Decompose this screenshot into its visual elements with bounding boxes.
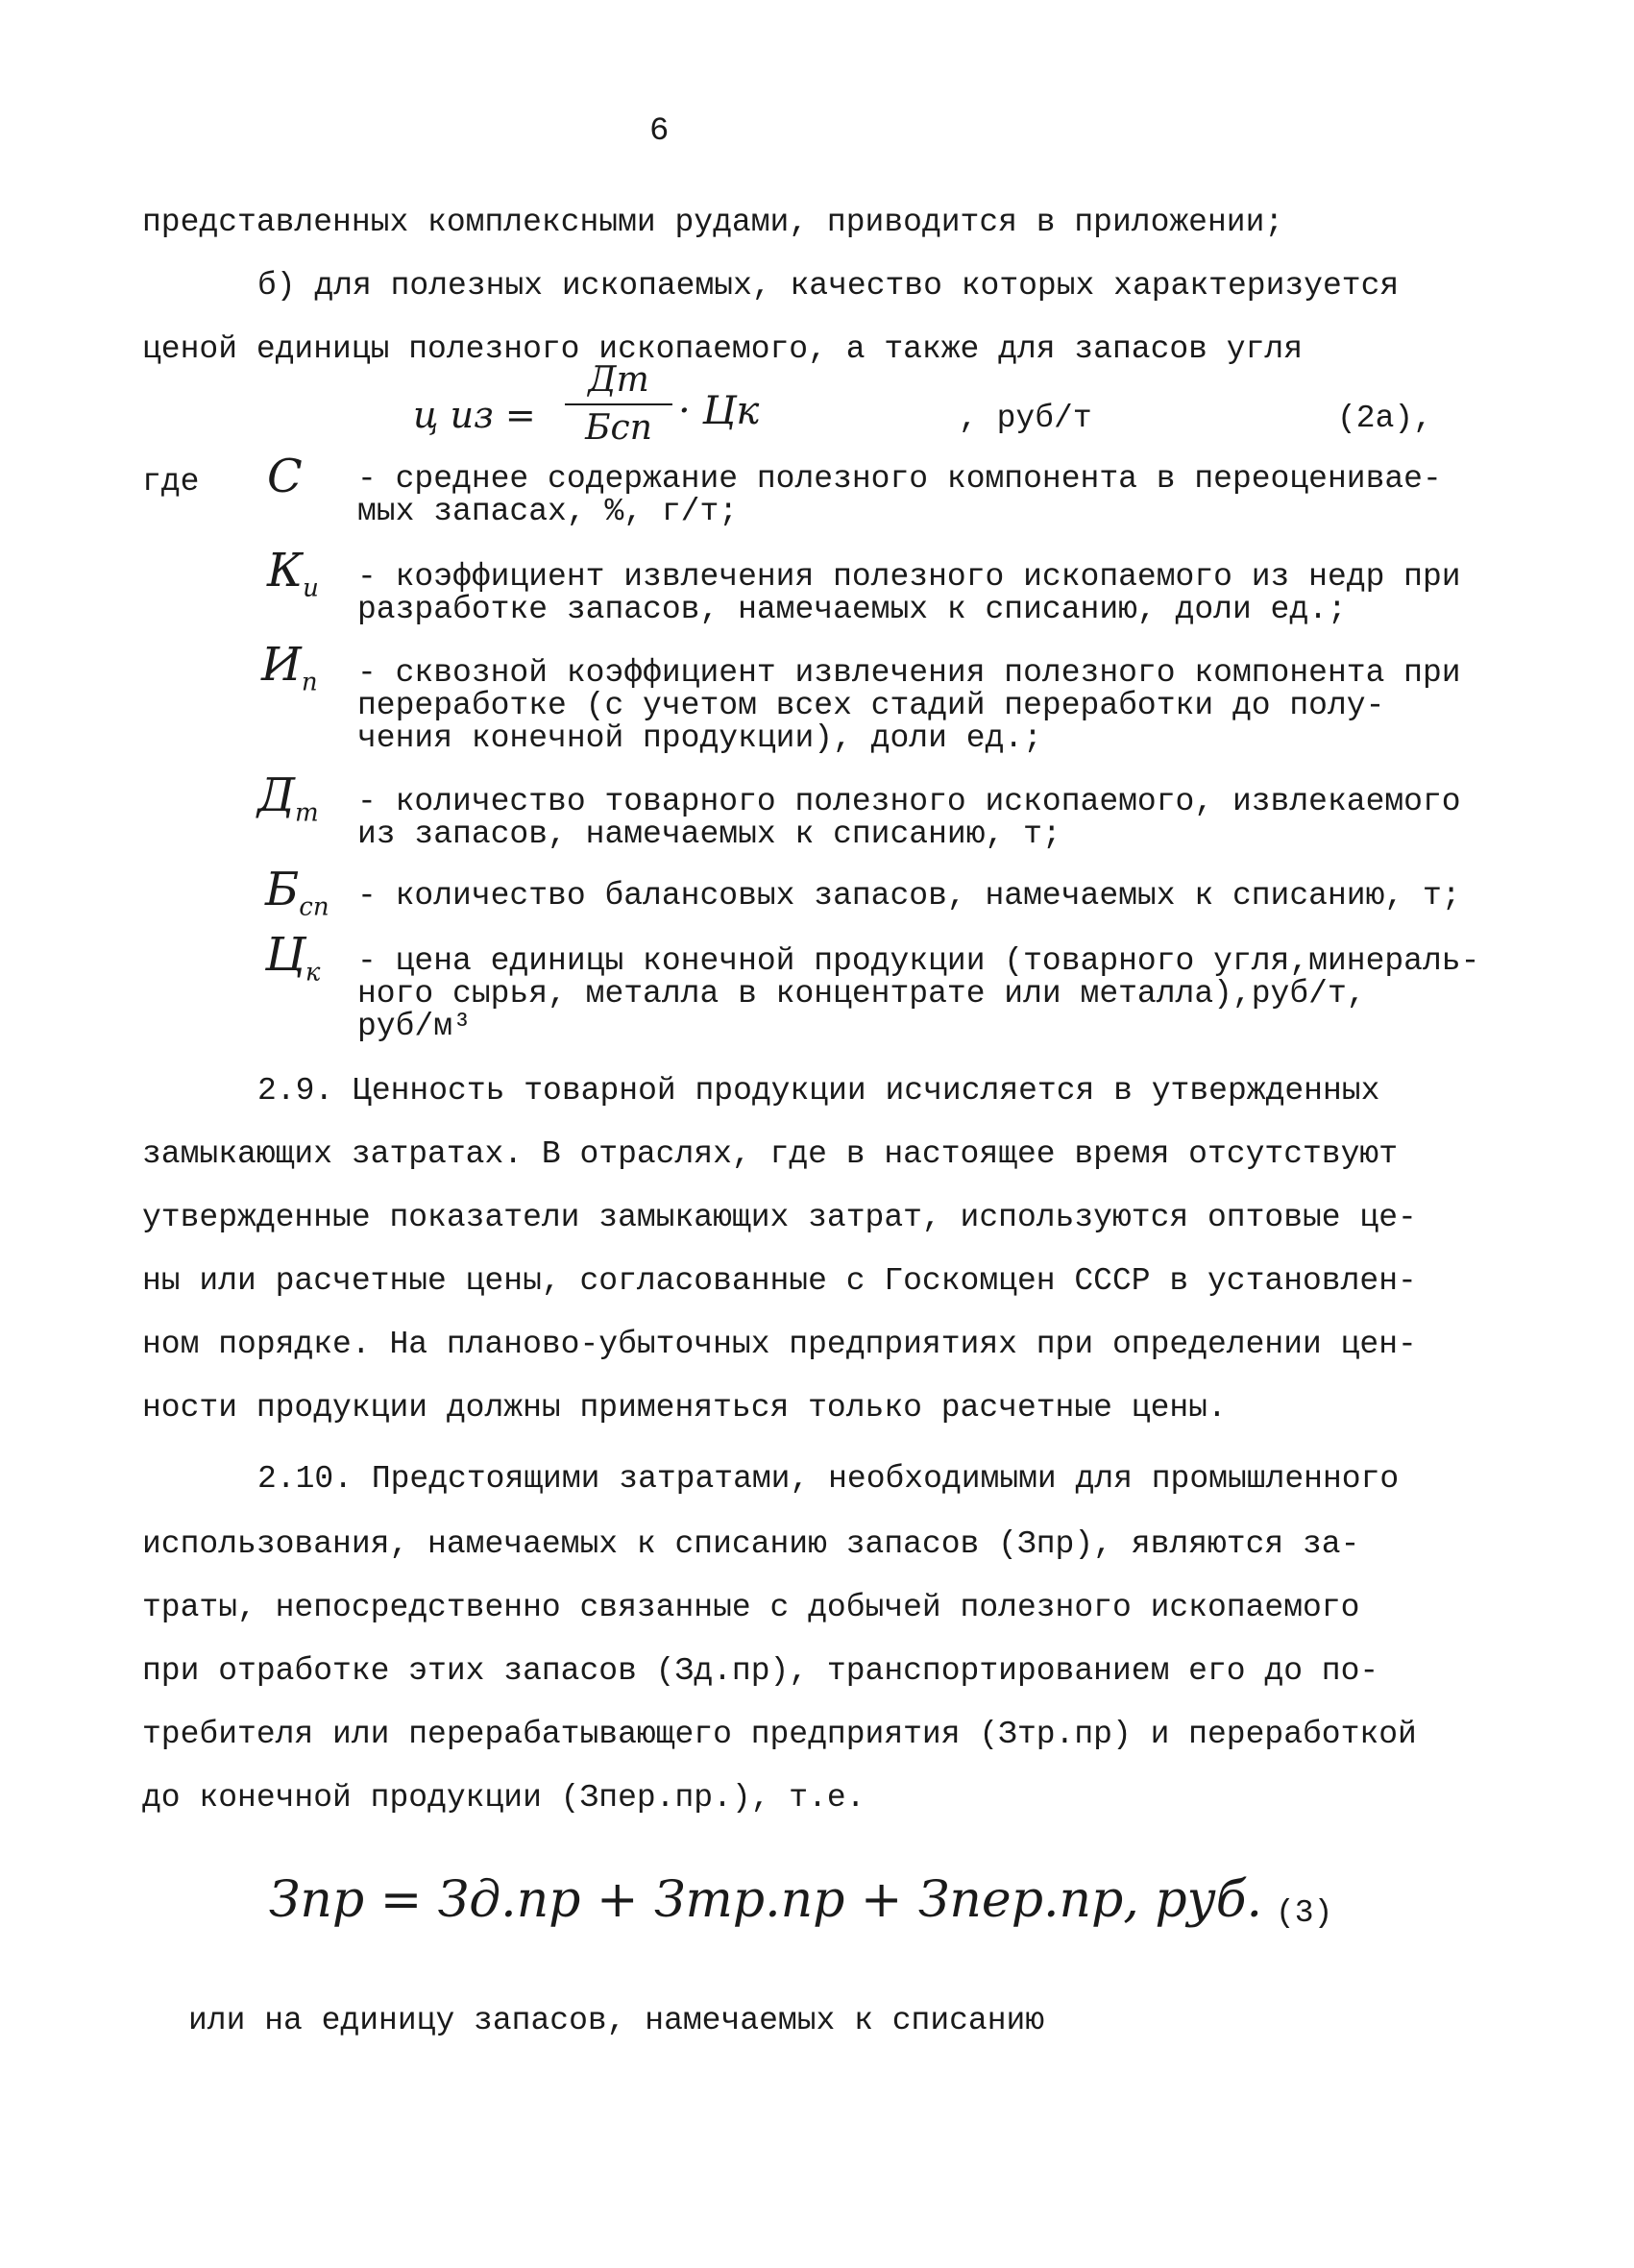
formula-3-number: (3) bbox=[1276, 1895, 1333, 1931]
definition-text: - количество балансовых запасов, намечаемых к списанию, т; bbox=[357, 878, 1461, 914]
para-2-10-line: до конечной продукции (Зпер.пр.), т.е. bbox=[142, 1780, 866, 1816]
definition-text: - сквозной коэффициент извлечения полезного компонента при переработке (с учетом всех стадий переработки до полу- чения конечной продукции), доли ед.; bbox=[357, 655, 1461, 756]
para-2-10-line: требителя или перерабатывающего предприятия (Зтр.пр) и переработкой bbox=[142, 1717, 1417, 1752]
fraction-bar bbox=[565, 403, 672, 405]
para-2-9-line: утвержденные показатели замыкающих затрат, используются оптовые це- bbox=[142, 1200, 1417, 1235]
para-2-9-line: замыкающих затратах. В отраслях, где в настоящее время отсутствуют bbox=[142, 1136, 1399, 1172]
definition-symbol: $И_п$ bbox=[261, 638, 318, 697]
para-2-9-line: ности продукции должны применяться только расчетные цены. bbox=[142, 1390, 1227, 1426]
intro-line: представленных комплексными рудами, приводится в приложении; bbox=[142, 205, 1284, 240]
formula-2a-number: (2а), bbox=[1337, 401, 1433, 436]
where-label: где bbox=[142, 464, 200, 500]
formula-2a-numerator: Дт bbox=[588, 360, 649, 400]
definition-text: - количество товарного полезного ископаемого, извлекаемого из запасов, намечаемых к списанию, т; bbox=[357, 784, 1461, 852]
para-2-10-line: использования, намечаемых к списанию запасов (Зпр), являются за- bbox=[142, 1526, 1360, 1562]
definition-text: - среднее содержание полезного компонента в переоценивае- мых запасах, %, г/т; bbox=[357, 461, 1442, 529]
formula-2a-mult: · Цк bbox=[678, 389, 760, 433]
para-2-9-line: ны или расчетные цены, согласованные с Госкомцен СССР в установлен- bbox=[142, 1263, 1417, 1299]
definition-symbol: C bbox=[267, 450, 303, 503]
last-line: или на единицу запасов, намечаемых к списанию bbox=[188, 2003, 1045, 2038]
formula-2a-fraction bbox=[565, 359, 672, 450]
para-2-10-line: траты, непосредственно связанные с добычей полезного ископаемого bbox=[142, 1590, 1360, 1625]
page-number: 6 bbox=[649, 113, 670, 150]
para-2-10-line: при отработке этих запасов (Зд.пр), транспортированием его до по- bbox=[142, 1653, 1379, 1689]
definition-symbol: $К_и$ bbox=[267, 544, 319, 603]
definition-text: - коэффициент извлечения полезного ископаемого из недр при разработке запасов, намечаемых к списанию, доли ед.; bbox=[357, 559, 1461, 627]
definition-symbol: $Д_т$ bbox=[257, 768, 319, 828]
formula-2a-denominator: Бсп bbox=[585, 408, 652, 448]
definition-symbol: $Ц_к$ bbox=[265, 928, 321, 988]
formula-3: Зпр = Зд.пр + Зтр.пр + Зпер.пр, руб. bbox=[269, 1871, 1263, 1929]
definition-text: - цена единицы конечной продукции (товарного угля,минераль- ного сырья, металла в концентрате или металла),руб/т, руб/м³ bbox=[357, 943, 1480, 1044]
para-b-line-1: б) для полезных ископаемых, качество которых характеризуется bbox=[257, 268, 1400, 304]
para-2-10-line: 2.10. Предстоящими затратами, необходимыми для промышленного bbox=[257, 1461, 1400, 1497]
para-b-line-2: ценой единицы полезного ископаемого, а также для запасов угля bbox=[142, 331, 1303, 367]
para-2-9-line: 2.9. Ценность товарной продукции исчисляется в утвержденных bbox=[257, 1073, 1380, 1109]
para-2-9-line: ном порядке. На планово-убыточных предприятиях при определении цен- bbox=[142, 1327, 1417, 1362]
formula-2a-lhs: ц из = bbox=[413, 394, 536, 436]
formula-2a-unit: , руб/т bbox=[959, 401, 1092, 436]
definition-symbol: $Б_{сп}$ bbox=[265, 863, 329, 922]
